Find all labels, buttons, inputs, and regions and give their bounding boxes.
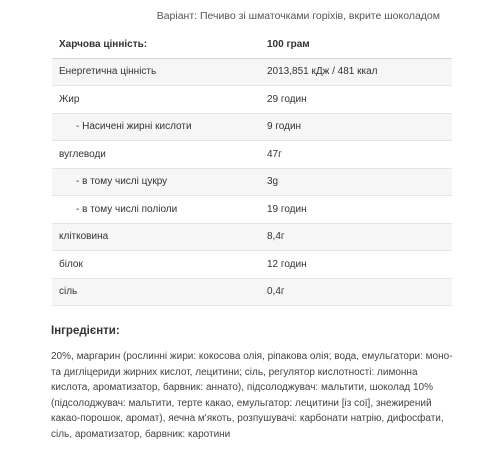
nutrition-value: 47г — [267, 141, 452, 169]
nutrition-value: 8,4г — [267, 223, 452, 251]
nutrition-label: - Насичені жирні кислоти — [52, 113, 267, 141]
nutrition-label: Жир — [52, 86, 267, 114]
nutrition-value: 29 годин — [267, 86, 452, 114]
nutrition-value: 2013,851 кДж / 481 ккал — [267, 58, 452, 86]
nutrition-row-salt — [52, 278, 452, 306]
variant-label: Варіант: Печиво зі шматочками горіхів, вкрите шоколадом — [156, 10, 440, 22]
nutrition-value: 12 годин — [267, 251, 452, 279]
nutrition-label: клітковина — [52, 223, 267, 251]
nutrition-row-carbohydrates — [52, 141, 452, 169]
nutrition-label: білок — [52, 251, 267, 279]
nutrition-label: - в тому числі поліоли — [52, 196, 267, 224]
nutrition-label: вуглеводи — [52, 141, 267, 169]
nutrition-value: 3g — [267, 168, 452, 196]
nutrition-row-fiber — [52, 223, 452, 251]
nutrition-label: Енергетична цінність — [52, 58, 267, 86]
ingredients-line: (підсолоджувач: мальтити, терте какао, емульгатор: лецитини [із сої], знежирений — [51, 397, 432, 409]
nutrition-value: 100 грам — [267, 31, 452, 58]
nutrition-value: 9 годин — [267, 113, 452, 141]
nutrition-row-polyols — [52, 196, 452, 224]
ingredients-line: 20%, маргарин (рослинні жири: кокосова олія, ріпакова олія; вода, емульгатори: моно- — [51, 351, 453, 362]
nutrition-row-saturated-fat — [52, 113, 452, 141]
nutrition-label: - в тому числі цукру — [52, 168, 267, 196]
ingredients-line: сіль, ароматизатор, барвник: каротини — [51, 428, 231, 440]
ingredients-line: кислота, ароматизатор, барвник: аннато), підсолоджувач: мальтити, шоколад 10% — [51, 382, 434, 393]
nutrition-value: 0,4г — [267, 278, 452, 306]
nutrition-row-protein — [52, 251, 452, 279]
nutrition-value: 19 годин — [267, 196, 452, 224]
nutrition-label: сіль — [52, 278, 267, 306]
ingredients-line: та дигліцериди жирних кислот, лецитини; сіль, регулятор кислотності: лимонна — [51, 366, 418, 378]
nutrition-table — [52, 31, 452, 306]
nutrition-row-energy — [52, 58, 452, 86]
nutrition-row-fat — [52, 86, 452, 114]
ingredients-text — [51, 349, 461, 442]
nutrition-header-row — [52, 31, 452, 58]
nutrition-label: Харчова цінність: — [52, 31, 267, 58]
ingredients-line: какао-порошок, аромат), яечна м'якоть, розпушувачі: карбонати натрію, дифосфати, — [51, 413, 444, 424]
ingredients-title: Інгредієнти: — [51, 325, 120, 337]
nutrition-row-sugars — [52, 168, 452, 196]
